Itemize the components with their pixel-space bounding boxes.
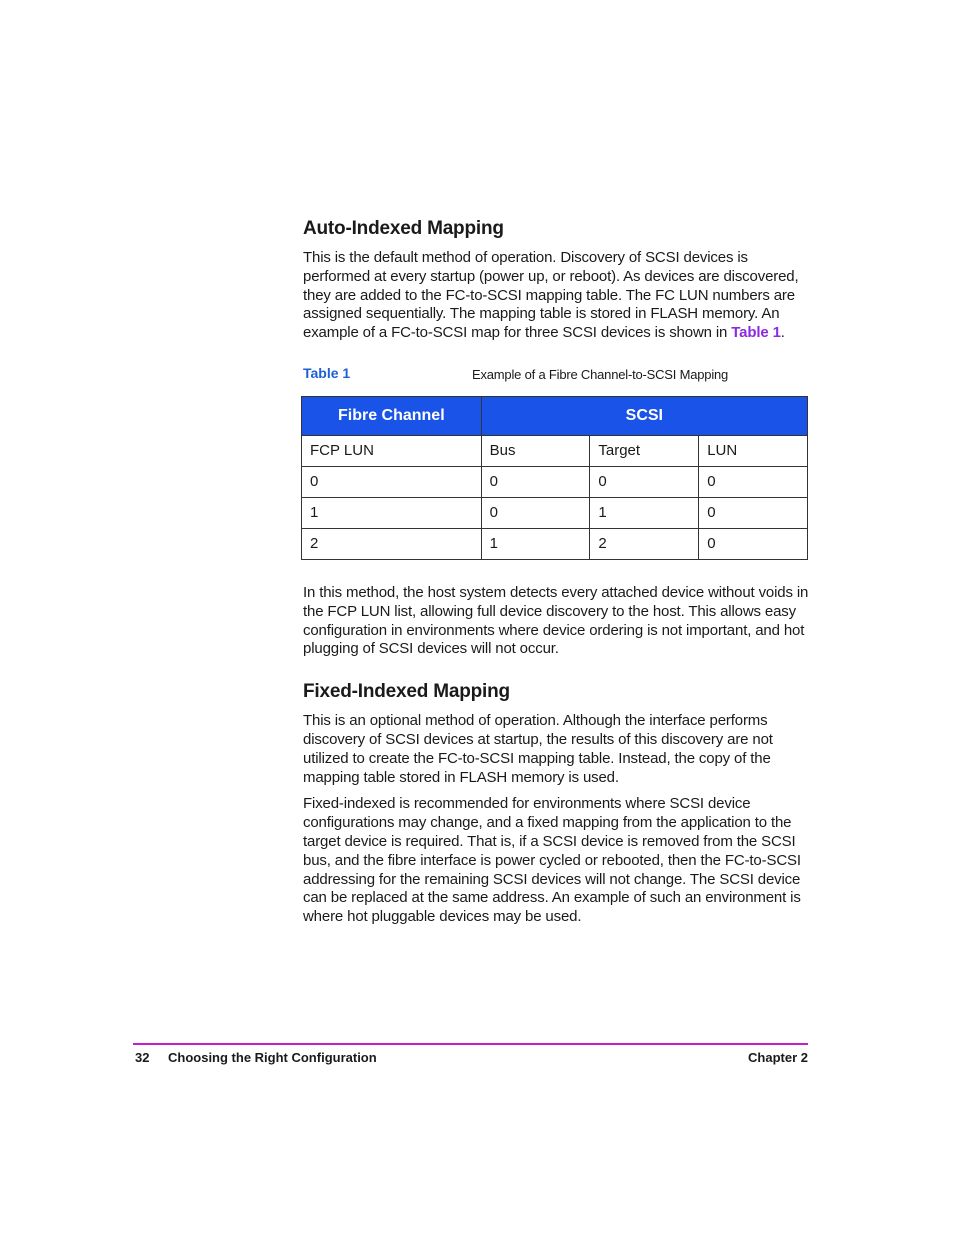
table-cell: 0 bbox=[699, 466, 808, 497]
fixed-indexed-paragraph-2: Fixed-indexed is recommended for environments where SCSI device configurations may change, and a fixed mapping from the application to the target device is required. That is, if a SCSI device is removed from the SCSI bus, and the fibre interface is power cycled or rebooted, then the FC-to-SCSI addressing for the remaining SCSI devices will not change. The SCSI device can be replaced at the same address. An example of such an environment is where hot pluggable devices may be used. bbox=[303, 795, 801, 926]
group-header-scsi: SCSI bbox=[481, 396, 807, 435]
table-cell: 0 bbox=[590, 466, 699, 497]
table-cell: 0 bbox=[481, 466, 590, 497]
auto-indexed-text-end: . bbox=[780, 324, 785, 342]
section-heading-auto-indexed: Auto-Indexed Mapping bbox=[303, 218, 504, 239]
footer-chapter: Chapter 2 bbox=[748, 1050, 808, 1065]
table-column-header-row bbox=[302, 435, 808, 466]
page-number: 32 bbox=[135, 1050, 150, 1065]
auto-indexed-text: This is the default method of operation. Discovery of SCSI devices is performed at every startup (power up, or reboot). As devices are discovered, they are added to the FC-to-SCSI mapping table. The FC LUN numbers are assigned sequentially. The mapping table is stored in FLASH memory. An example of a FC-to-SCSI map for three SCSI devices is shown in bbox=[303, 249, 799, 342]
table-cell: 0 bbox=[481, 497, 590, 528]
column-header-fcp-lun: FCP LUN bbox=[302, 435, 482, 466]
table-cell: 2 bbox=[302, 528, 482, 559]
column-header-bus: Bus bbox=[481, 435, 590, 466]
footer-section-title: Choosing the Right Configuration bbox=[168, 1050, 377, 1065]
table-caption bbox=[303, 365, 809, 387]
auto-indexed-paragraph bbox=[303, 249, 809, 343]
table-cell: 2 bbox=[590, 528, 699, 559]
mapping-table bbox=[301, 396, 808, 560]
auto-indexed-paragraph-2: In this method, the host system detects every attached device without voids in the FCP LUN list, allowing full device discovery to the host. This allows easy configuration in environments where device ordering is not important, and hot plugging of SCSI devices will not occur. bbox=[303, 583, 809, 658]
section-heading-fixed-indexed: Fixed-Indexed Mapping bbox=[303, 681, 510, 703]
table-cell: 1 bbox=[481, 528, 590, 559]
group-header-fibre-channel: Fibre Channel bbox=[302, 396, 482, 435]
column-header-target: Target bbox=[590, 435, 699, 466]
table-cell: 0 bbox=[699, 528, 808, 559]
table-row bbox=[302, 466, 808, 497]
table-row bbox=[302, 497, 808, 528]
table-cell: 0 bbox=[699, 497, 808, 528]
table-row bbox=[302, 528, 808, 559]
footer-divider bbox=[133, 1043, 808, 1045]
table-cell: 0 bbox=[302, 466, 482, 497]
table-caption-text: Example of a Fibre Channel-to-SCSI Mapping bbox=[472, 366, 729, 382]
fixed-indexed-paragraph-1: This is an optional method of operation. Although the interface performs discovery of SCSI devices at startup, the results of this discovery are not utilized to create the FC-to-SCSI mapping table. Instead, the copy of the mapping table stored in FLASH memory is used. bbox=[303, 712, 773, 786]
table-cell: 1 bbox=[590, 497, 699, 528]
table-cell: 1 bbox=[302, 497, 482, 528]
page-content bbox=[303, 216, 809, 927]
column-header-lun: LUN bbox=[699, 435, 808, 466]
table-label: Table 1 bbox=[303, 364, 351, 381]
table-group-header-row bbox=[302, 396, 808, 435]
table-1-link[interactable]: Table 1 bbox=[731, 324, 781, 342]
